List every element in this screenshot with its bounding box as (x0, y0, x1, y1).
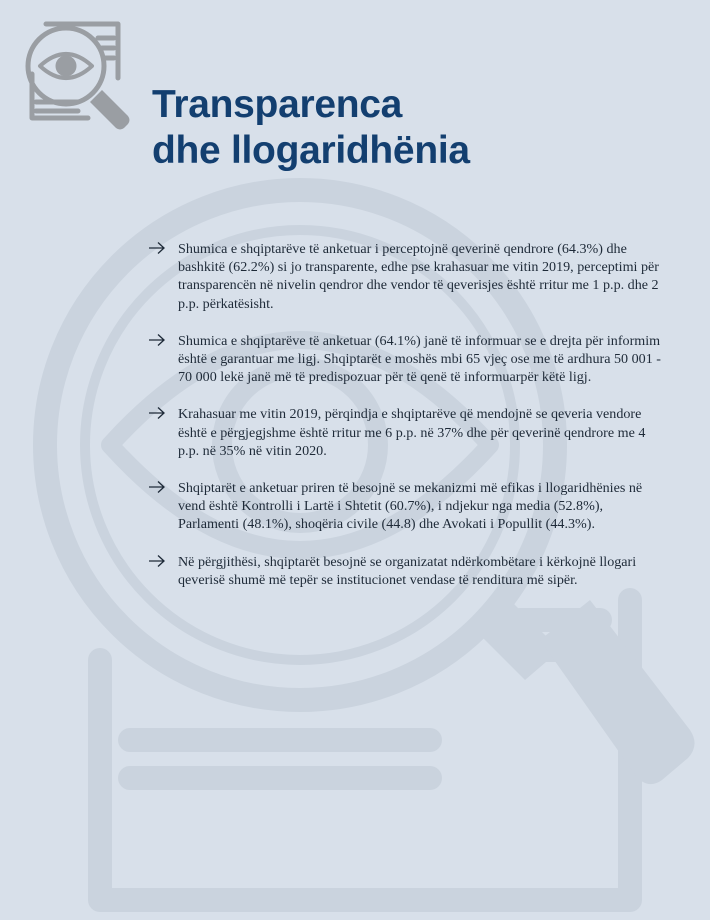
key-findings-list (146, 240, 666, 608)
arrow-right-icon (148, 554, 166, 568)
magnifier-eye-document-icon (18, 18, 134, 134)
bullet-text: Shqiptarët e anketuar priren të besojnë se mekanizmi më efikas i llogaridhënies në vend është Kontrolli i Lartë i Shtetit (60.7%), i ndjekur nga media (52.8%), Parlamenti (48.1%), shoqëria civile (44.8) dhe Avokati i Popullit (44.3%). (178, 480, 643, 533)
page-title (152, 82, 470, 174)
title-line-2: dhe llogaridhënia (152, 129, 470, 172)
list-item (146, 553, 666, 589)
bullet-text: Shumica e shqiptarëve të anketuar (64.1%) janë të informuar se e drejta për informim është e garantuar me ligj. Shqiptarët e moshës mbi 65 vjeç ose me të ardhura 50 001 - 70 000 lekë janë më të predispozuar për të qenë të informuarpër këtë ligj. (178, 332, 661, 386)
bullet-text: Krahasuar me vitin 2019, përqindja e shqiptarëve që mendojnë se qeveria vendore është e përgjegjshme është rritur me 6 p.p. në 37% dhe për qeverinë qendrore me 4 p.p. në 35% në vitin 2020. (178, 406, 646, 459)
arrow-right-icon (148, 333, 166, 347)
arrow-right-icon (148, 480, 166, 494)
list-item (146, 405, 666, 460)
list-item (146, 240, 666, 313)
bullet-text: Në përgjithësi, shqiptarët besojnë se organizatat ndërkombëtare i kërkojnë llogari qeverisë shumë më tepër se institucionet vendase të renditura më sipër. (178, 553, 637, 588)
title-line-1: Transparenca (152, 83, 403, 126)
list-item (146, 332, 666, 387)
arrow-right-icon (148, 406, 166, 420)
bullet-text: Shumica e shqiptarëve të anketuar i perceptojnë qeverinë qendrore (64.3%) dhe bashkitë (62.2%) si jo transparente, edhe pse krahasuar me vitin 2019, perceptimi për transparencën në nivelin qendror dhe vendor të qeverisjes është rritur me 1 p.p. dhe 2 p.p. përkatësisht. (178, 241, 659, 312)
list-item (146, 479, 666, 534)
arrow-right-icon (148, 241, 166, 255)
